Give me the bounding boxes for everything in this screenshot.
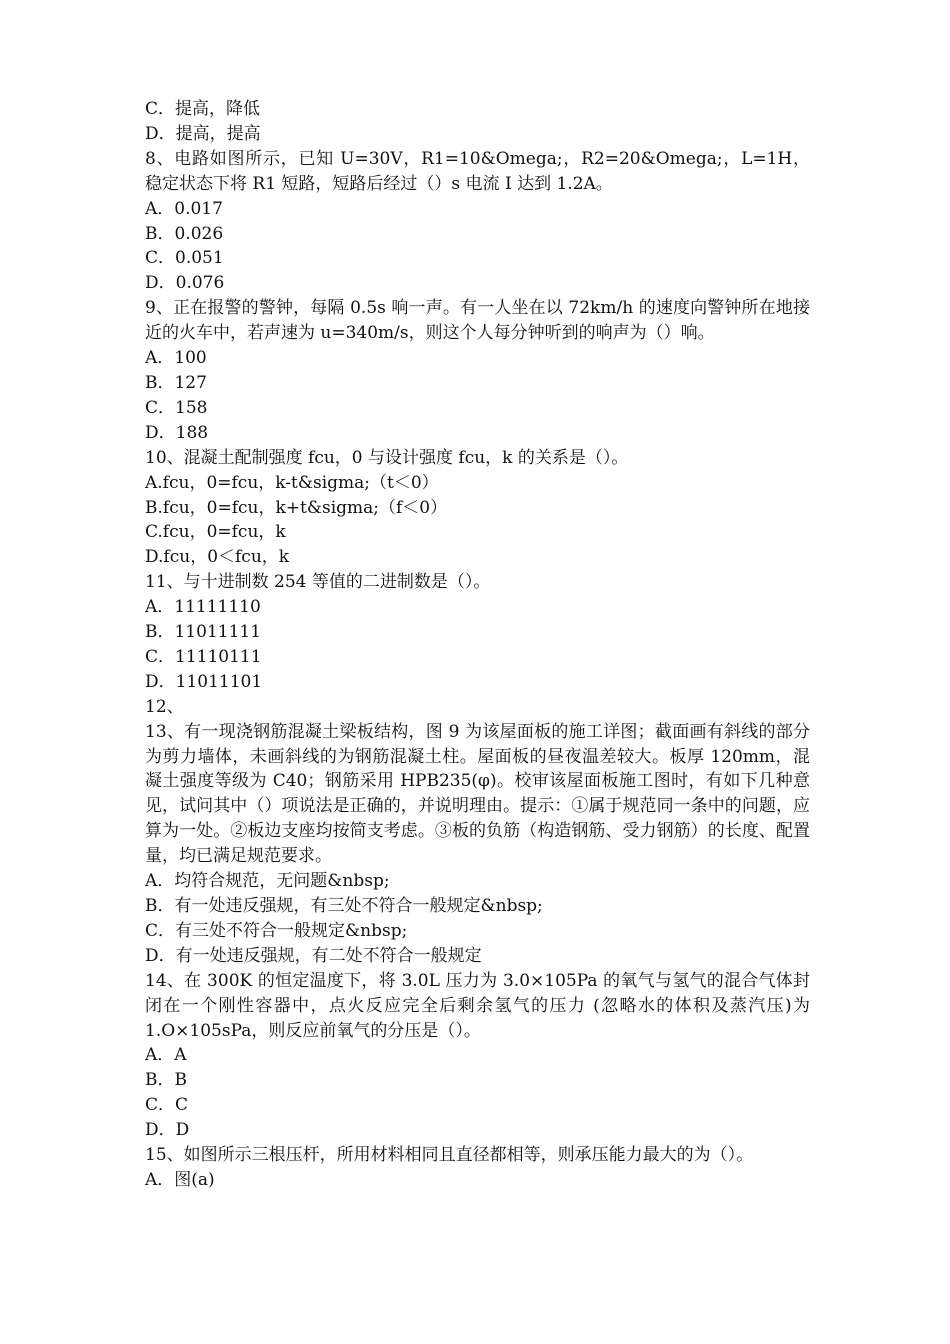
- option-b-q13: B．有一处违反强规，有三处不符合一般规定&nbsp;: [145, 896, 543, 916]
- question-14: 14、在 300K 的恒定温度下，将 3.0L 压力为 3.0×105Pa 的氧气与氢气的混合气体封闭在一个刚性容器中，点火反应完全后剩余氢气的压力 (忽略水的体积及蒸汽压)为 1.O×105sPa，则反应前氧气的分压是（）。: [145, 970, 816, 1041]
- document-page: [145, 97, 816, 1193]
- option-d-q14: D．D: [145, 1120, 190, 1141]
- option-b-q14: B．B: [145, 1070, 187, 1091]
- option-a-q15: A．图(a): [145, 1169, 215, 1190]
- option-d-q10: D.fcu，0＜fcu，k: [145, 547, 290, 568]
- option-b-q11: B．11011111: [145, 622, 262, 643]
- option-b-q10: B.fcu，0=fcu，k+t&sigma;（f＜0）: [145, 497, 448, 518]
- option-a-q9: A．100: [145, 348, 207, 369]
- option-a-q11: A．11111110: [145, 597, 261, 618]
- option-a-q14: A．A: [145, 1045, 187, 1066]
- question-11: 11、与十进制数 254 等值的二进制数是（）。: [145, 572, 491, 593]
- option-d-q7: D．提高，提高: [145, 123, 261, 144]
- option-d-q11: D．11011101: [145, 671, 263, 692]
- question-15: 15、如图所示三根压杆，所用材料相同且直径都相等，则承压能力最大的为（）。: [145, 1145, 754, 1166]
- option-d-q9: D．188: [145, 422, 209, 443]
- question-12: 12、: [145, 696, 184, 717]
- option-d-q13: D．有一处违反强规，有二处不符合一般规定: [145, 945, 482, 966]
- option-b-q9: B．127: [145, 372, 207, 393]
- question-13: 13、有一现浇钢筋混凝土梁板结构，图 9 为该屋面板的施工详图；截面画有斜线的部分为剪力墙体，未画斜线的为钢筋混凝土柱。屋面板的昼夜温差较大。板厚 120mm，混凝土强度等级为 C40；钢筋采用 HPB235(φ)。校审该屋面板施工图时，有如下几种意见，试问其中（）项说法是正确的，并说明理由。提示：①属于规范同一条中的问题，应算为一处。②板边支座均按简支考虑。③板的负筋（构造钢筋、受力钢筋）的长度、配置量，均已满足规范要求。: [145, 721, 810, 867]
- option-a-q13: A．均符合规范，无问题&nbsp;: [145, 871, 390, 892]
- option-c-q14: C．C: [145, 1095, 189, 1116]
- option-c-q7: C．提高，降低: [145, 99, 261, 119]
- option-c-q8: C．0.051: [145, 248, 224, 269]
- option-d-q8: D．0.076: [145, 273, 225, 294]
- question-10: 10、混凝土配制强度 fcu，0 与设计强度 fcu，k 的关系是（）。: [145, 447, 629, 468]
- option-c-q13: C．有三处不符合一般规定&nbsp;: [145, 920, 408, 941]
- question-8: 8、电路如图所示，已知 U=30V，R1=10&Omega;，R2=20&Omega;，L=1H，稳定状态下将 R1 短路，短路后经过（）s 电流 I 达到 1.2A。: [145, 148, 810, 194]
- option-c-q10: C.fcu，0=fcu，k: [145, 522, 286, 543]
- option-a-q8: A．0.017: [145, 198, 223, 219]
- option-c-q9: C．158: [145, 397, 208, 418]
- option-c-q11: C．11110111: [145, 646, 262, 667]
- option-a-q10: A.fcu，0=fcu，k-t&sigma;（t＜0）: [145, 472, 439, 493]
- option-b-q8: B．0.026: [145, 223, 224, 244]
- question-9: 9、正在报警的警钟，每隔 0.5s 响一声。有一人坐在以 72km/h 的速度向警钟所在地接近的火车中，若声速为 u=340m/s，则这个人每分钟听到的响声为（）响。: [145, 298, 810, 344]
